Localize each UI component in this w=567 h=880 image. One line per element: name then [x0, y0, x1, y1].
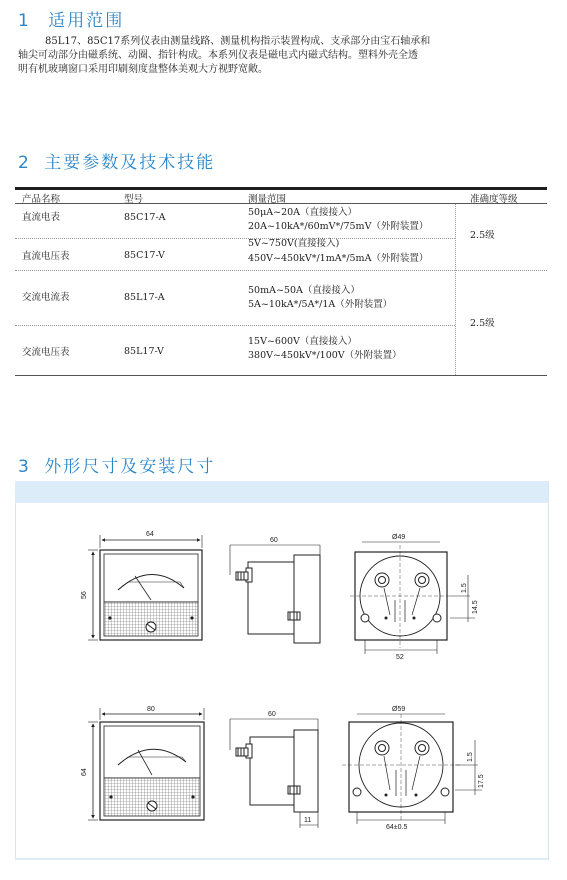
table-cell-range: 15V~600V（直接接入）: [248, 336, 357, 347]
meter1-side-view: [230, 545, 320, 643]
table-cell-name: 交流电流表: [22, 292, 70, 303]
paragraph-line: 85L17、85C17系列仪表由测量线路、测量机构指示装置构成、支承部分由宝石轴承和: [45, 36, 431, 47]
table-cell-accuracy: 2.5级: [470, 318, 495, 329]
meter2-cutout-label: Ø59: [392, 706, 406, 713]
table-cell-range: 50μA~20A（直接接入）: [248, 207, 358, 218]
meter1-height-label: 56: [81, 591, 88, 599]
meter1-offset-a-label: 1.5: [461, 583, 468, 593]
meter1-width-label: 64: [146, 531, 154, 538]
meter2-height-label: 64: [81, 768, 88, 776]
meter2-side-view: [230, 719, 318, 828]
section3-title: 外形尺寸及安装尺寸: [44, 457, 216, 477]
table-cell-accuracy: 2.5级: [470, 230, 495, 241]
table-cell-name: 交流电压表: [22, 347, 70, 358]
table-cell-range: 450V~450kV*/1mA*/5mA（外附装置）: [248, 253, 429, 264]
meter2-back-view: [342, 714, 460, 820]
table-cell-range: 5A~10kA*/5A*/1A（外附装置）: [248, 299, 393, 310]
col-header-name: 产品名称: [22, 194, 61, 205]
meter1-back-view: [350, 545, 452, 648]
section1-title: 适用范围: [48, 11, 125, 31]
col-header-accuracy: 准确度等级: [470, 194, 518, 205]
meter2-depth-label: 60: [268, 711, 276, 718]
meter1-offset-b-label: 14.5: [472, 600, 479, 614]
meter2-pitch-label: 64±0.5: [386, 824, 408, 831]
table-cell-range: 20A~10kA*/60mV*/75mV（外附装置）: [248, 221, 429, 232]
table-cell-model: 85C17-A: [124, 212, 166, 223]
meter1-depth-label: 60: [270, 537, 278, 544]
col-header-model: 型号: [124, 194, 144, 205]
section2-title: 主要参数及技术技能: [44, 153, 216, 173]
meter2-height-dimension: [88, 722, 98, 820]
meter2-width-label: 80: [147, 706, 155, 713]
meter2-thickness-label: 11: [304, 817, 312, 824]
meter2-offset-a-label: 1.5: [467, 752, 474, 762]
meter2-offset-b-label: 17.5: [478, 774, 485, 788]
table-cell-model: 85C17-V: [124, 250, 165, 261]
table-cell-name: 直流电表: [22, 212, 61, 223]
section2-number: 2: [18, 153, 31, 173]
meter1-front-view: [100, 550, 202, 640]
section1-number: 1: [18, 11, 31, 31]
table-cell-range: 380V~450kV*/100V（外附装置）: [248, 350, 402, 361]
table-cell-name: 直流电压表: [22, 251, 70, 262]
table-cell-range: 50mA~50A（直接接入）: [248, 285, 360, 296]
section3-number: 3: [18, 457, 31, 477]
meter1-height-dimension: [88, 550, 98, 640]
paragraph-line: 明有机玻璃窗口采用印刷刻度盘整体美观大方视野宽敞。: [18, 64, 268, 75]
meter1-cutout-label: Ø49: [392, 534, 406, 541]
paragraph-line: 轴尖可动部分由磁系统、动圈、指针构成。本系列仪表是磁电式内磁式结构。塑料外壳全透: [18, 50, 418, 61]
col-header-range: 测量范围: [248, 194, 287, 205]
table-cell-model: 85L17-A: [124, 292, 165, 303]
meter1-pitch-label: 52: [396, 654, 404, 661]
table-cell-range: 5V~750V(直接接入): [248, 238, 340, 249]
table-cell-model: 85L17-V: [124, 346, 164, 357]
meter2-front-view: [100, 722, 204, 820]
